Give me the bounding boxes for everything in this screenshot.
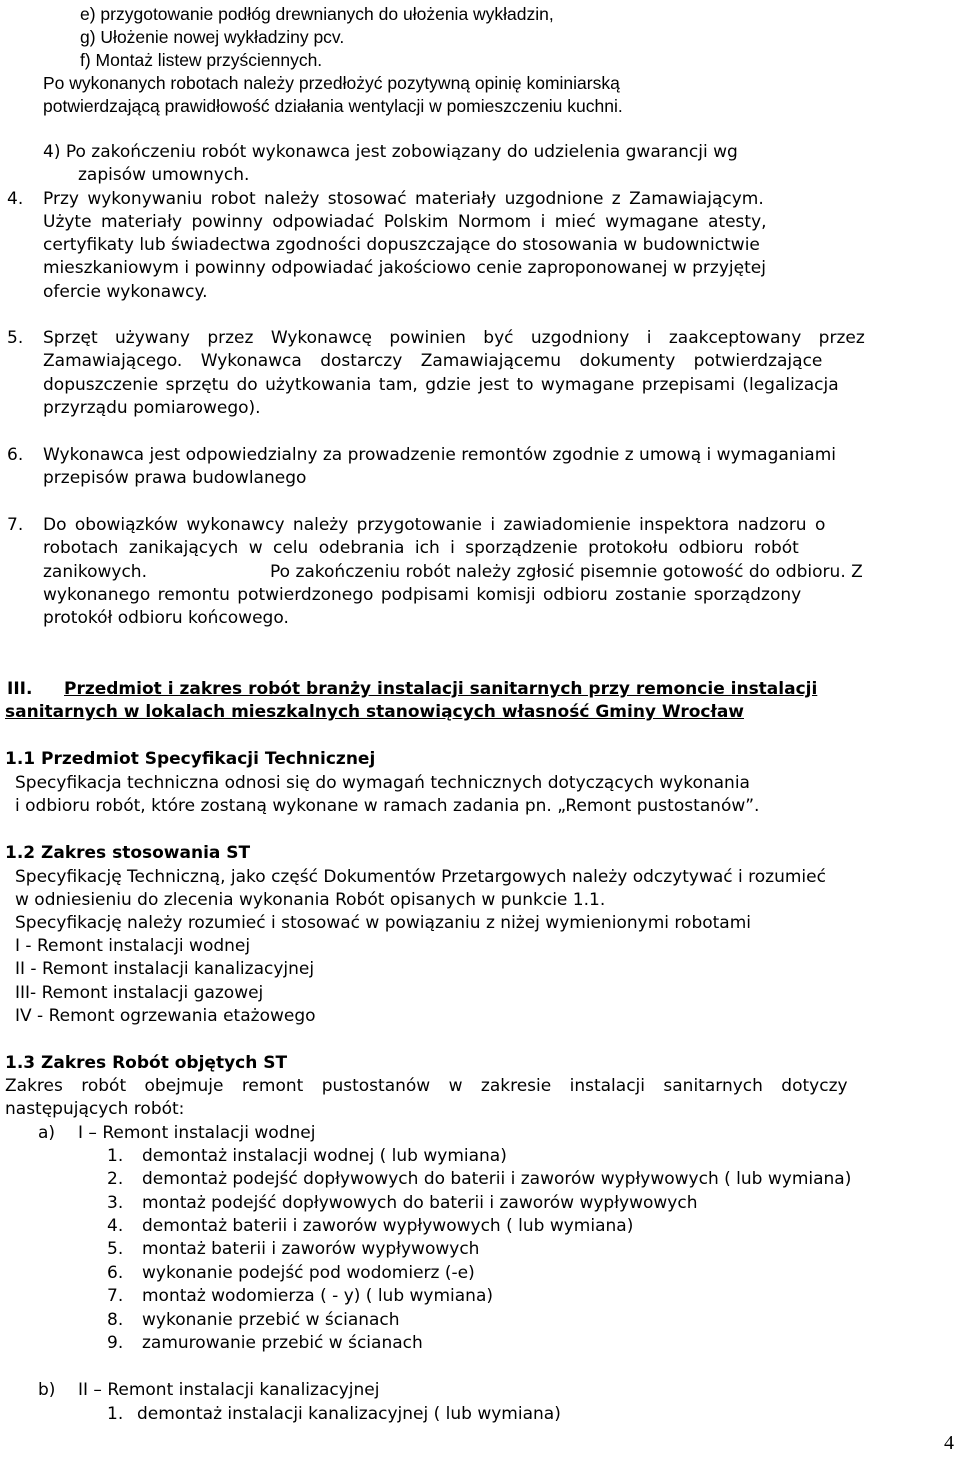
- paragraph-line: certyfikaty lub świadectwa zgodności dopuszczające do stosowania w budownictwie: [43, 235, 760, 255]
- list-item: montaż podejść dopływowych do baterii i zaworów wypływowych: [142, 1193, 698, 1213]
- list-item: wykonanie podejść pod wodomierz (-e): [142, 1263, 475, 1283]
- text-line: w odniesieniu do zlecenia wykonania Robót opisanych w punkcie 1.1.: [15, 890, 606, 910]
- paragraph-number: 7.: [7, 515, 24, 535]
- guarantee-line: zapisów umownych.: [78, 165, 250, 185]
- section-title: Przedmiot i zakres robót branży instalacji sanitarnych przy remoncie instalacji: [64, 679, 818, 699]
- paragraph-line: Do obowiązków wykonawcy należy przygotowanie i zawiadomienie inspektora nadzoru o: [43, 515, 826, 535]
- page-number: 4: [944, 1432, 954, 1454]
- paragraph-line: przyrządu pomiarowego).: [43, 398, 261, 418]
- list-item-number: 1.: [107, 1146, 124, 1166]
- list-item-number: 2.: [107, 1169, 124, 1189]
- list-item-number: 7.: [107, 1286, 124, 1306]
- list-item-number: 4.: [107, 1216, 124, 1236]
- subsection-heading: 1.1 Przedmiot Specyfikacji Technicznej: [5, 749, 376, 769]
- guarantee-line: 4) Po zakończeniu robót wykonawca jest zobowiązany do udzielenia gwarancji wg: [43, 142, 738, 162]
- list-item: demontaż baterii i zaworów wypływowych ( lub wymiana): [142, 1216, 634, 1236]
- paragraph-number: 5.: [7, 328, 24, 348]
- paragraph-line: mieszkaniowym i powinny odpowiadać jakościowo cenie zaproponowanej w przyjętej: [43, 258, 766, 278]
- list-item-number: 9.: [107, 1333, 124, 1353]
- list-item: demontaż podejść dopływowych do baterii i zaworów wypływowych ( lub wymiana): [142, 1169, 852, 1189]
- paragraph-line: protokół odbioru końcowego.: [43, 608, 289, 628]
- list-line: f) Montaż listew przyściennych.: [80, 50, 323, 70]
- list-line: g) Ułożenie nowej wykładziny pcv.: [80, 27, 345, 47]
- text-line: Zakres robót obejmuje remont pustostanów w zakresie instalacji sanitarnych dotyczy: [5, 1076, 848, 1096]
- paragraph-line: wykonanego remontu potwierdzonego podpisami komisji odbioru zostanie sporządzony: [43, 585, 802, 605]
- paragraph-line: robotach zanikających w celu odebrania ich i sporządzenie protokołu odbioru robót: [43, 538, 799, 558]
- list-item-number: 8.: [107, 1310, 124, 1330]
- paragraph-line: Użyte materiały powinny odpowiadać Polskim Normom i mieć wymagane atesty,: [43, 212, 767, 232]
- list-item: demontaż instalacji wodnej ( lub wymiana): [142, 1146, 507, 1166]
- text-line: II - Remont instalacji kanalizacyjnej: [15, 959, 315, 979]
- list-line: e) przygotowanie podłóg drewnianych do ułożenia wykładzin,: [80, 4, 554, 24]
- list-item: demontaż instalacji kanalizacyjnej ( lub wymiana): [137, 1404, 561, 1424]
- text-line: potwierdzającą prawidłowość działania wentylacji w pomieszczeniu kuchni.: [43, 96, 623, 116]
- paragraph-line: zanikowych.: [43, 562, 147, 582]
- paragraph-line: przepisów prawa budowlanego: [43, 468, 307, 488]
- paragraph-line: Po zakończeniu robót należy zgłosić pisemnie gotowość do odbioru. Z: [270, 562, 863, 582]
- list-item-number: 6.: [107, 1263, 124, 1283]
- paragraph-line: Wykonawca jest odpowiedzialny za prowadzenie remontów zgodnie z umową i wymaganiami: [43, 445, 836, 465]
- text-line: III- Remont instalacji gazowej: [15, 983, 264, 1003]
- paragraph-line: Zamawiającego. Wykonawca dostarczy Zamawiającemu dokumenty potwierdzające: [43, 351, 823, 371]
- list-title: II – Remont instalacji kanalizacyjnej: [78, 1380, 380, 1400]
- list-item: zamurowanie przebić w ścianach: [142, 1333, 423, 1353]
- text-line: i odbioru robót, które zostaną wykonane w ramach zadania pn. „Remont pustostanów”.: [15, 796, 760, 816]
- list-item: montaż baterii i zaworów wypływowych: [142, 1239, 480, 1259]
- paragraph-line: Przy wykonywaniu robot należy stosować materiały uzgodnione z Zamawiającym.: [43, 189, 764, 209]
- paragraph-line: ofercie wykonawcy.: [43, 282, 208, 302]
- text-line: Specyfikację Techniczną, jako część Dokumentów Przetargowych należy odczytywać i rozumieć: [15, 867, 826, 887]
- list-item-number: 3.: [107, 1193, 124, 1213]
- text-line: następujących robót:: [5, 1099, 185, 1119]
- text-line: Po wykonanych robotach należy przedłożyć pozytywną opinię kominiarską: [43, 73, 620, 93]
- list-item: wykonanie przebić w ścianach: [142, 1310, 400, 1330]
- list-label: a): [38, 1123, 56, 1143]
- subsection-heading: 1.2 Zakres stosowania ST: [5, 843, 251, 863]
- list-title: I – Remont instalacji wodnej: [78, 1123, 316, 1143]
- list-item-number: 5.: [107, 1239, 124, 1259]
- list-item-number: 1.: [107, 1404, 124, 1424]
- section-number: III.: [7, 679, 33, 699]
- paragraph-number: 6.: [7, 445, 24, 465]
- list-item: montaż wodomierza ( - y) ( lub wymiana): [142, 1286, 494, 1306]
- subsection-heading: 1.3 Zakres Robót objętych ST: [5, 1053, 288, 1073]
- text-line: I - Remont instalacji wodnej: [15, 936, 251, 956]
- paragraph-line: Sprzęt używany przez Wykonawcę powinien być uzgodniony i zaakceptowany przez: [43, 328, 865, 348]
- text-line: IV - Remont ogrzewania etażowego: [15, 1006, 316, 1026]
- text-line: Specyfikacja techniczna odnosi się do wymagań technicznych dotyczących wykonania: [15, 773, 750, 793]
- paragraph-line: dopuszczenie sprzętu do użytkowania tam, gdzie jest to wymagane przepisami (legalizacja: [43, 375, 839, 395]
- list-label: b): [38, 1380, 56, 1400]
- section-title: sanitarnych w lokalach mieszkalnych stanowiących własność Gminy Wrocław: [5, 702, 744, 722]
- text-line: Specyfikację należy rozumieć i stosować w powiązaniu z niżej wymienionymi robotami: [15, 913, 751, 933]
- paragraph-number: 4.: [7, 189, 24, 209]
